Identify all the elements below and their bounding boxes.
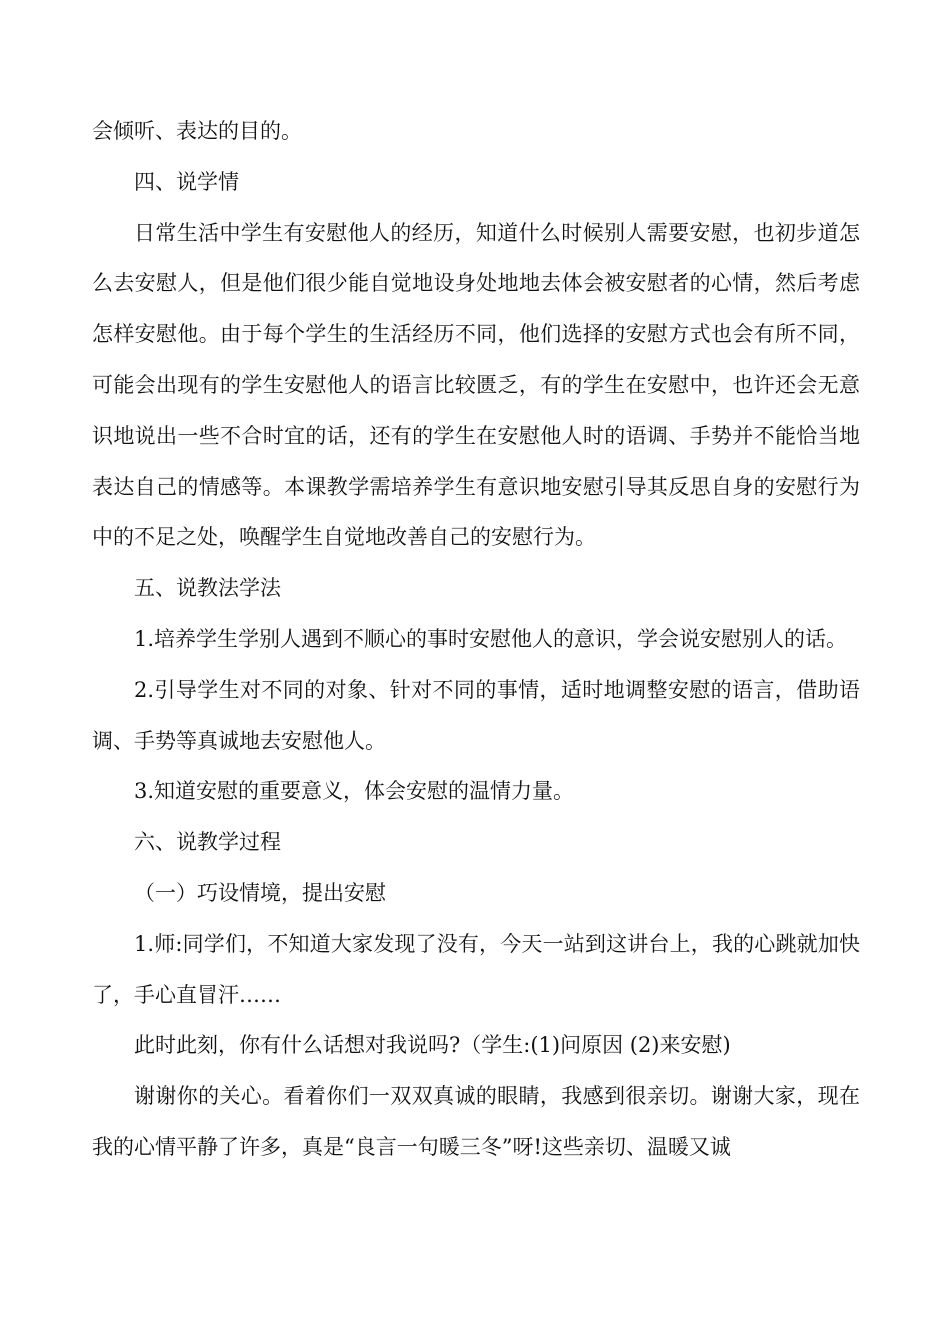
list-item-method-3: 3.知道安慰的重要意义，体会安慰的温情力量。: [134, 779, 575, 804]
paragraph-learner-analysis: 日常生活中学生有安慰他人的经历，知道什么时候别人需要安慰，也初步道怎么去安慰人，但是他们很少能自觉地设身处地地去体会被安慰者的心情，然后考虑怎样安慰他。由于每个学生的生活经历不同，他们选择的安慰方式也会有所不同，可能会出现有的学生安慰他人的语言比较匮乏，有的学生在安慰中，也许还会无意识地说出一些不合时宜的话，还有的学生在安慰他人时的语调、手势并不能恰当地表达自己的情感等。本课教学需培养学生有意识地安慰引导其反思自身的安慰行为中的不足之处，唤醒学生自觉地改善自己的安慰行为。: [92, 220, 860, 550]
section-heading-learner-analysis: 四、说学情: [134, 169, 239, 194]
list-item-method-2: 2.引导学生对不同的对象、针对不同的事情，适时地调整安慰的语言，借助语调、手势等真诚地去安慰他人。: [92, 677, 860, 753]
section-heading-teaching-process: 六、说教学过程: [134, 830, 281, 855]
paragraph-question: 此时此刻，你有什么话想对我说吗?（学生:(1)问原因 (2)来安慰): [134, 1033, 731, 1058]
paragraph-continuation: 会倾听、表达的目的。: [92, 119, 302, 143]
subsection-heading-situation: （一）巧设情境，提出安慰: [134, 880, 386, 905]
document-body: [92, 106, 860, 1173]
section-heading-teaching-methods: 五、说教法学法: [134, 576, 281, 601]
list-item-method-1: 1.培养学生学别人遇到不顺心的事时安慰他人的意识，学会说安慰别人的话。: [134, 626, 848, 651]
paragraph-thanks: 谢谢你的关心。看着你们一双双真诚的眼睛，我感到很亲切。谢谢大家，现在我的心情平静了许多，真是“良言一句暖三冬”呀!这些亲切、温暖又诚: [92, 1084, 860, 1159]
paragraph-teacher-speech: 1.师:同学们，不知道大家发现了没有，今天一站到这讲台上，我的心跳就加快了，手心直冒汗……: [92, 931, 860, 1007]
